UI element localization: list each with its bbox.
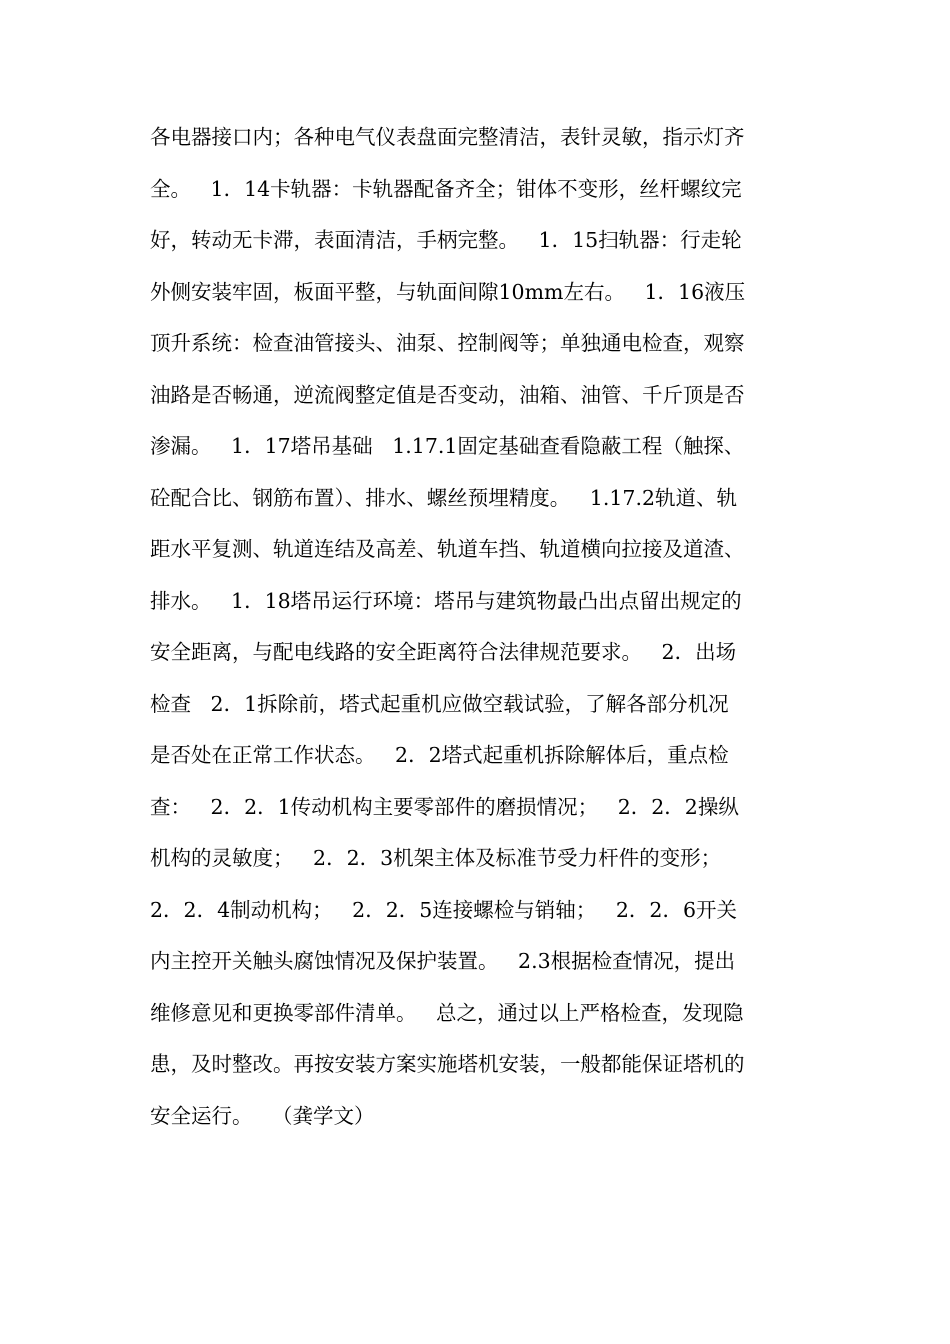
text-line: 机构的灵敏度； 2．2．3机架主体及标准节受力杆件的变形； (150, 846, 722, 870)
text-line: 安全距离，与配电线路的安全距离符合法律规范要求。 2．出场 (150, 640, 737, 664)
text-line: 查： 2．2．1传动机构主要零部件的磨损情况； 2．2．2操纵 (150, 794, 739, 819)
text-line: 全。 1．14卡轨器：卡轨器配备齐全；钳体不变形，丝杆螺纹完 (150, 176, 742, 201)
text-line: 内主控开关触头腐蚀情况及保护装置。 2.3根据检查情况，提出 (150, 949, 736, 973)
text-line: 好，转动无卡滞，表面清洁，手柄完整。 1．15扫轨器：行走轮 (150, 228, 742, 252)
text-line: 渗漏。 1．17塔吊基础 1.17.1固定基础查看隐蔽工程（触探、 (150, 434, 745, 458)
text-line: 安全运行。 （龚学文） (150, 1103, 375, 1128)
text-line: 距水平复测、轨道连结及高差、轨道车挡、轨道横向拉接及道渣、 (150, 537, 745, 561)
text-line: 患，及时整改。再按安装方案实施塔机安装，一般都能保证塔机的 (150, 1052, 745, 1076)
body-text (150, 112, 810, 1142)
text-line: 各电器接口内；各种电气仪表盘面完整清洁，表针灵敏，指示灯齐 (150, 125, 745, 149)
text-line: 排水。 1．18塔吊运行环境：塔吊与建筑物最凸出点留出规定的 (150, 588, 742, 613)
text-line: 维修意见和更换零部件清单。 总之，通过以上严格检查，发现隐 (150, 1000, 744, 1025)
text-line: 2．2．4制动机构； 2．2．5连接螺检与销轴； 2．2．6开关 (150, 897, 737, 922)
text-line: 砼配合比、钢筋布置）、排水、螺丝预埋精度。 1.17.2轨道、轨 (150, 485, 738, 510)
text-line: 检查 2．1拆除前，塔式起重机应做空载试验，了解各部分机况 (150, 691, 729, 716)
text-line: 是否处在正常工作状态。 2．2塔式起重机拆除解体后，重点检 (150, 743, 729, 767)
text-line: 外侧安装牢固，板面平整，与轨面间隙10mm左右。 1．16液压 (150, 279, 746, 304)
text-line: 顶升系统：检查油管接头、油泵、控制阀等；单独通电检查，观察 (150, 331, 745, 355)
text-line: 油路是否畅通，逆流阀整定值是否变动，油箱、油管、千斤顶是否 (150, 382, 745, 407)
